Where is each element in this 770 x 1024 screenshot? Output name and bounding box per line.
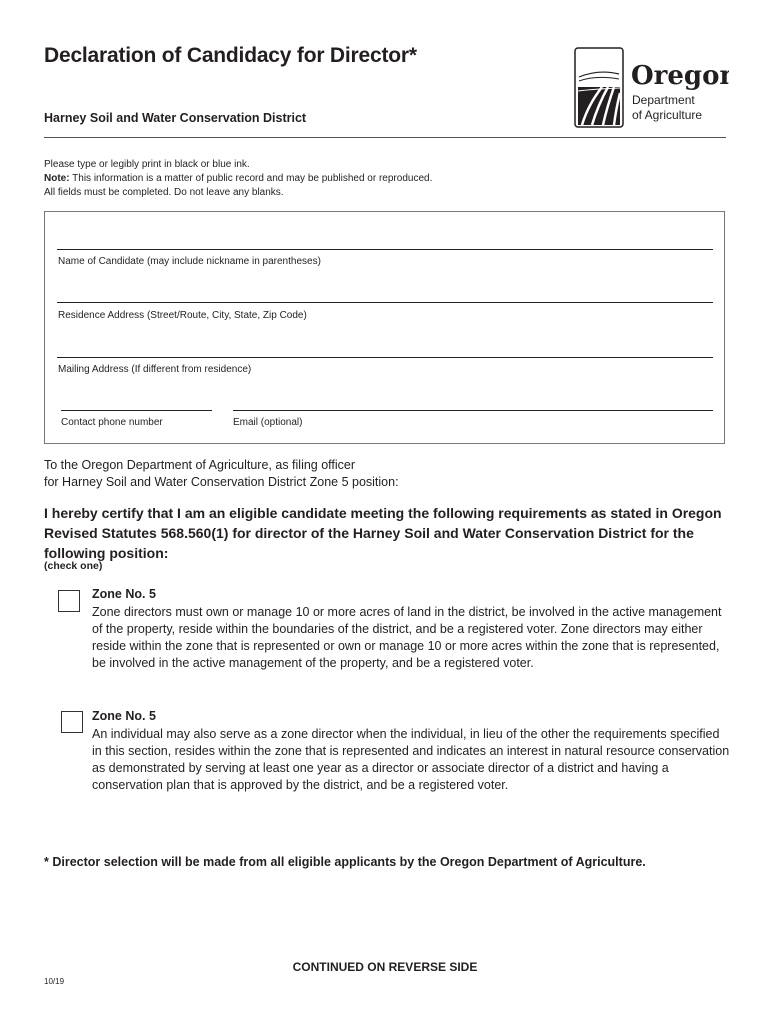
svg-text:of Agriculture: of Agriculture (632, 108, 703, 122)
form-date-code: 10/19 (44, 977, 65, 986)
svg-text:Oregon: Oregon (631, 61, 729, 91)
director-selection-footnote: * Director selection will be made from all eligible applicants by the Oregon Department of Agriculture. (44, 855, 646, 869)
note-text: This information is a matter of public record and may be published or reproduced. (69, 173, 433, 184)
district-subtitle: Harney Soil and Water Conservation District (44, 111, 307, 125)
certification-statement: I hereby certify that I am an eligible candidate meeting the following requirements as stated in Oregon Revised Statutes 568.560(1) for director of the Harney Soil and Water Conservation District for the following position: (44, 505, 722, 561)
residence-address-field[interactable] (57, 302, 713, 303)
svg-text:Department: Department (632, 93, 695, 107)
name-field[interactable] (57, 249, 713, 250)
option-2-heading: Zone No. 5 (92, 709, 156, 723)
oregon-agriculture-logo (574, 47, 729, 129)
continued-notice: CONTINUED ON REVERSE SIDE (292, 960, 478, 974)
option-2-requirements: An individual may also serve as a zone director when the individual, in lieu of the other the requirements specified in this section, resides within the zone that is represented and indicates an interest in natural resource conservation as demonstrated by serving at least one year as a director or associate director of a district and having a conservation plan that is approved by the district, and be a registered voter. (92, 727, 730, 792)
filing-line-1: To the Oregon Department of Agriculture, as filing officer (44, 458, 356, 472)
residence-address-label: Residence Address (Street/Route, City, State, Zip Code) (58, 310, 307, 321)
name-label: Name of Candidate (may include nickname in parentheses) (58, 256, 321, 267)
option-1-heading: Zone No. 5 (92, 587, 156, 601)
farm-field-emblem-icon (574, 47, 729, 129)
zone-5-option-2-checkbox[interactable] (61, 711, 83, 733)
instruction-note (44, 172, 432, 186)
header-divider (44, 137, 726, 138)
email-field[interactable] (233, 410, 713, 411)
note-label: Note: (44, 173, 70, 184)
email-label: Email (optional) (233, 417, 303, 428)
instruction-blanks: All fields must be completed. Do not leave any blanks. (44, 187, 284, 198)
zone-5-option-1-checkbox[interactable] (58, 590, 80, 612)
filing-line-2: for Harney Soil and Water Conservation District Zone 5 position: (44, 475, 399, 489)
instruction-ink: Please type or legibly print in black or blue ink. (44, 159, 250, 170)
mailing-address-field[interactable] (57, 357, 713, 358)
filing-officer-text (44, 457, 399, 491)
phone-label: Contact phone number (61, 417, 163, 428)
check-one-label: (check one) (44, 560, 103, 572)
phone-field[interactable] (61, 410, 212, 411)
option-1-requirements: Zone directors must own or manage 10 or more acres of land in the district, be involved in the active management of the property, reside within the boundaries of the district, and be a registered voter. Zone directors may either reside within the zone that is represented or own or manage 10 or more acres within the zone that is represented, be involved in the active management of the property, and be a registered voter. (92, 605, 722, 670)
page-title: Declaration of Candidacy for Director* (44, 44, 417, 67)
mailing-address-label: Mailing Address (If different from residence) (58, 364, 252, 375)
